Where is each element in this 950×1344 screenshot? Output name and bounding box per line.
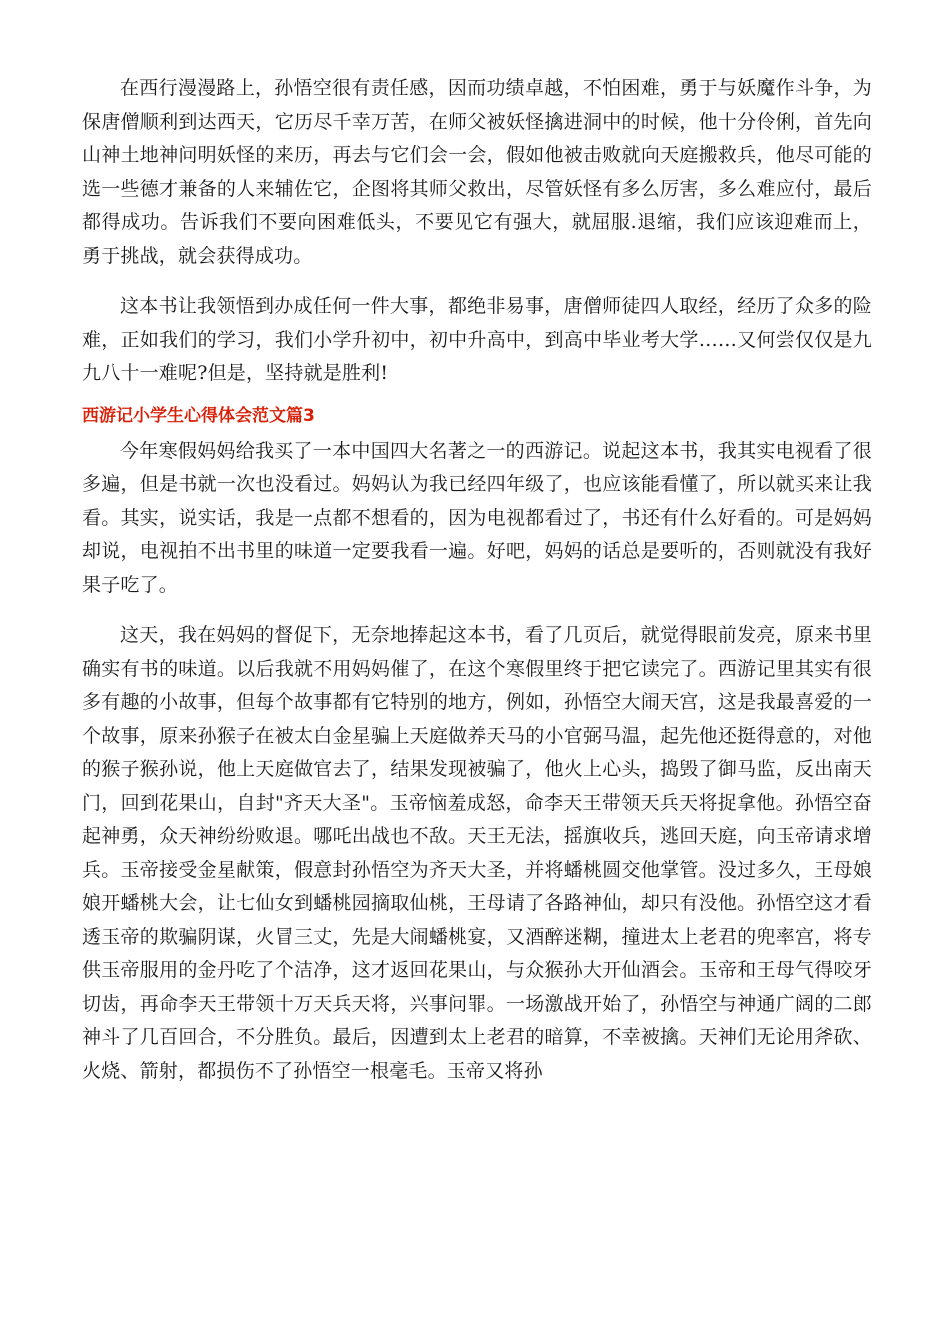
body-paragraph: 这本书让我领悟到办成任何一件大事，都绝非易事，唐僧师徒四人取经，经历了众多的险难，正如我们的学习，我们小学升初中，初中升高中，到高中毕业考大学……又何尝仅仅是九九八十一难呢?但是，坚持就是胜利! xyxy=(82,295,872,384)
body-paragraph: 这天，我在妈妈的督促下，无奈地捧起这本书，看了几页后，就觉得眼前发亮，原来书里确实有书的味道。以后我就不用妈妈催了，在这个寒假里终于把它读完了。西游记里其实有很多有趣的小故事，但每个故事都有它特别的地方，例如，孙悟空大闹天宫，这是我最喜爱的一个故事，原来孙猴子在被太白金星骗上天庭做养天马的小官弼马温，起先他还挺得意的，对他的猴子猴孙说，他上天庭做官去了，结果发现被骗了，他火上心头，捣毁了御马监，反出南天门，回到花果山，自封"齐天大圣"。玉帝恼羞成怒，命李天王带领天兵天将捉拿他。孙悟空奋起神勇，众天神纷纷败退。哪吒出战也不敌。天王无法，摇旗收兵，逃回天庭，向玉帝请求增兵。玉帝接受金星献策，假意封孙悟空为齐天大圣，并将蟠桃圆交他掌管。没过多久，王母娘娘开蟠桃大会，让七仙女到蟠桃园摘取仙桃，王母请了各路神仙，却只有没他。孙悟空这才看透玉帝的欺骗阴谋，火冒三丈，先是大闹蟠桃宴，又酒醉迷糊，撞进太上老君的兜率宫，将专供玉帝服用的金丹吃了个洁净，这才返回花果山，与众猴孙大开仙酒会。玉帝和王母气得咬牙切齿，再命李天王带领十万天兵天将，兴事问罪。一场激战开始了，孙悟空与神通广阔的二郎神斗了几百回合，不分胜负。最后，因遭到太上老君的暗算，不幸被擒。天神们无论用斧砍、火烧、箭射，都损伤不了孙悟空一根毫毛。玉帝又将孙 xyxy=(82,624,872,1082)
body-paragraph: 在西行漫漫路上，孙悟空很有责任感，因而功绩卓越，不怕困难，勇于与妖魔作斗争，为保唐僧顺利到达西天，它历尽千幸万苦，在师父被妖怪擒进洞中的时候，他十分伶俐，首先向山神土地神问明妖怪的来历，再去与它们会一会，假如他被击败就向天庭搬救兵，他尽可能的选一些德才兼备的人来辅佐它，企图将其师父救出，尽管妖怪有多么厉害，多么难应付，最后都得成功。告诉我们不要向困难低头，不要见它有强大，就屈服.退缩，我们应该迎难而上，勇于挑战，就会获得成功。 xyxy=(82,77,872,267)
body-paragraph: 今年寒假妈妈给我买了一本中国四大名著之一的西游记。说起这本书，我其实电视看了很多遍，但是书就一次也没看过。妈妈认为我已经四年级了，也应该能看懂了，所以就买来让我看。其实，说实话，我是一点都不想看的，因为电视都看过了，书还有什么好看的。可是妈妈却说，电视拍不出书里的味道一定要我看一遍。好吧，妈妈的话总是要听的，否则就没有我好果子吃了。 xyxy=(82,439,872,596)
document-page xyxy=(82,72,872,1105)
section-heading: 西游记小学生心得体会范文篇3 xyxy=(82,405,315,426)
